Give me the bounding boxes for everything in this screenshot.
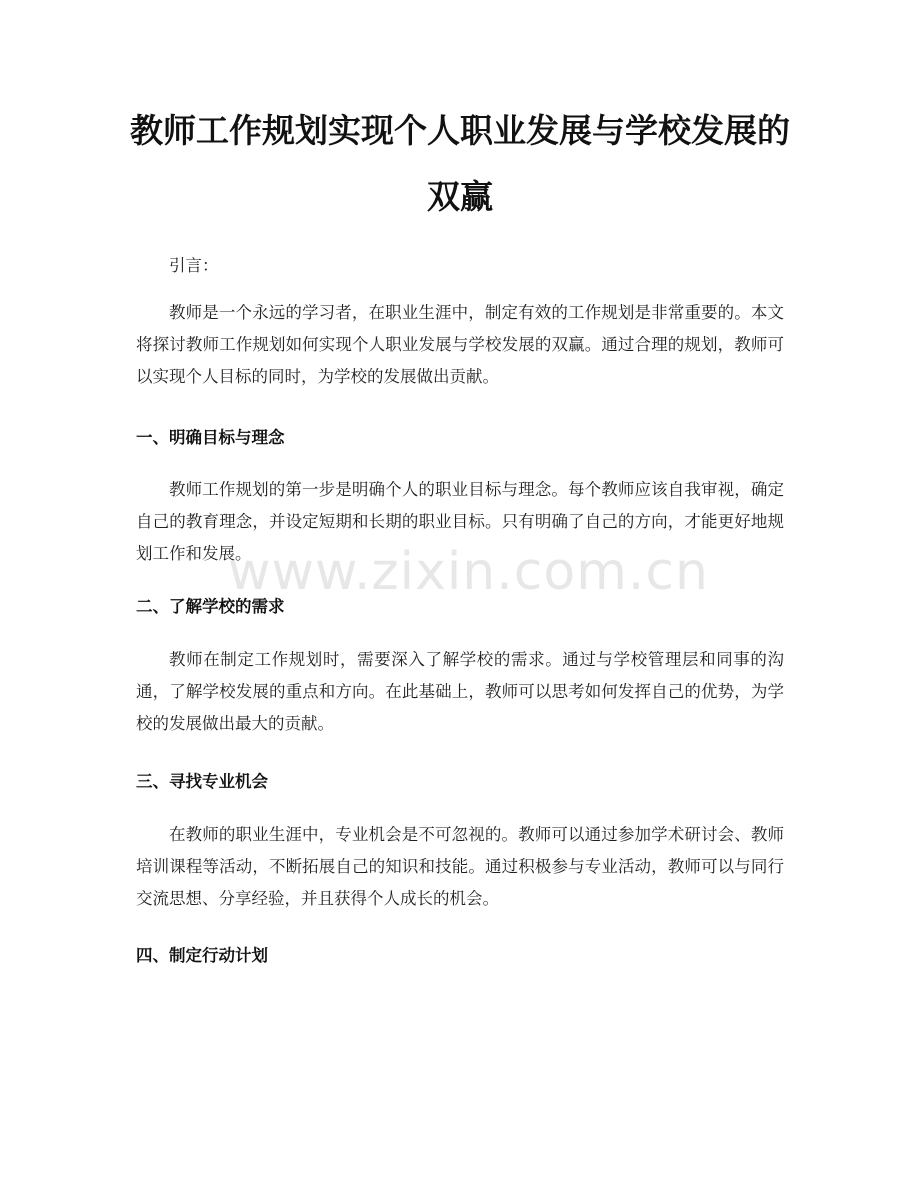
watermark-text: www.zixin.com.cn <box>228 542 709 602</box>
section-body-1: 教师工作规划的第一步是明确个人的职业目标与理念。每个教师应该自我审视，确定自己的教育理念，并设定短期和长期的职业目标。只有明确了自己的方向，才能更好地规划工作和发展。 <box>136 480 784 563</box>
section-heading-3: 三、寻找专业机会 <box>136 772 268 791</box>
section-body-2: 教师在制定工作规划时，需要深入了解学校的需求。通过与学校管理层和同事的沟通，了解学校发展的重点和方向。在此基础上，教师可以思考如何发挥自己的优势，为学校的发展做出最大的贡献。 <box>136 650 784 733</box>
section-body-3: 在教师的职业生涯中，专业机会是不可忽视的。教师可以通过参加学术研讨会、教师培训课程等活动，不断拓展自己的知识和技能。通过积极参与专业活动，教师可以与同行交流思想、分享经验，并且获得个人成长的机会。 <box>136 825 784 908</box>
section-heading-4: 四、制定行动计划 <box>136 946 268 965</box>
intro-label: 引言： <box>169 256 219 275</box>
section-heading-1: 一、明确目标与理念 <box>136 428 285 447</box>
section-heading-2: 二、了解学校的需求 <box>136 597 285 616</box>
intro-paragraph: 教师是一个永远的学习者，在职业生涯中，制定有效的工作规划是非常重要的。本文将探讨教师工作规划如何实现个人职业发展与学校发展的双赢。通过合理的规划，教师可以实现个人目标的同时，为学校的发展做出贡献。 <box>136 303 784 386</box>
document-title: 教师工作规划实现个人职业发展与学校发展的双赢 <box>130 111 790 216</box>
